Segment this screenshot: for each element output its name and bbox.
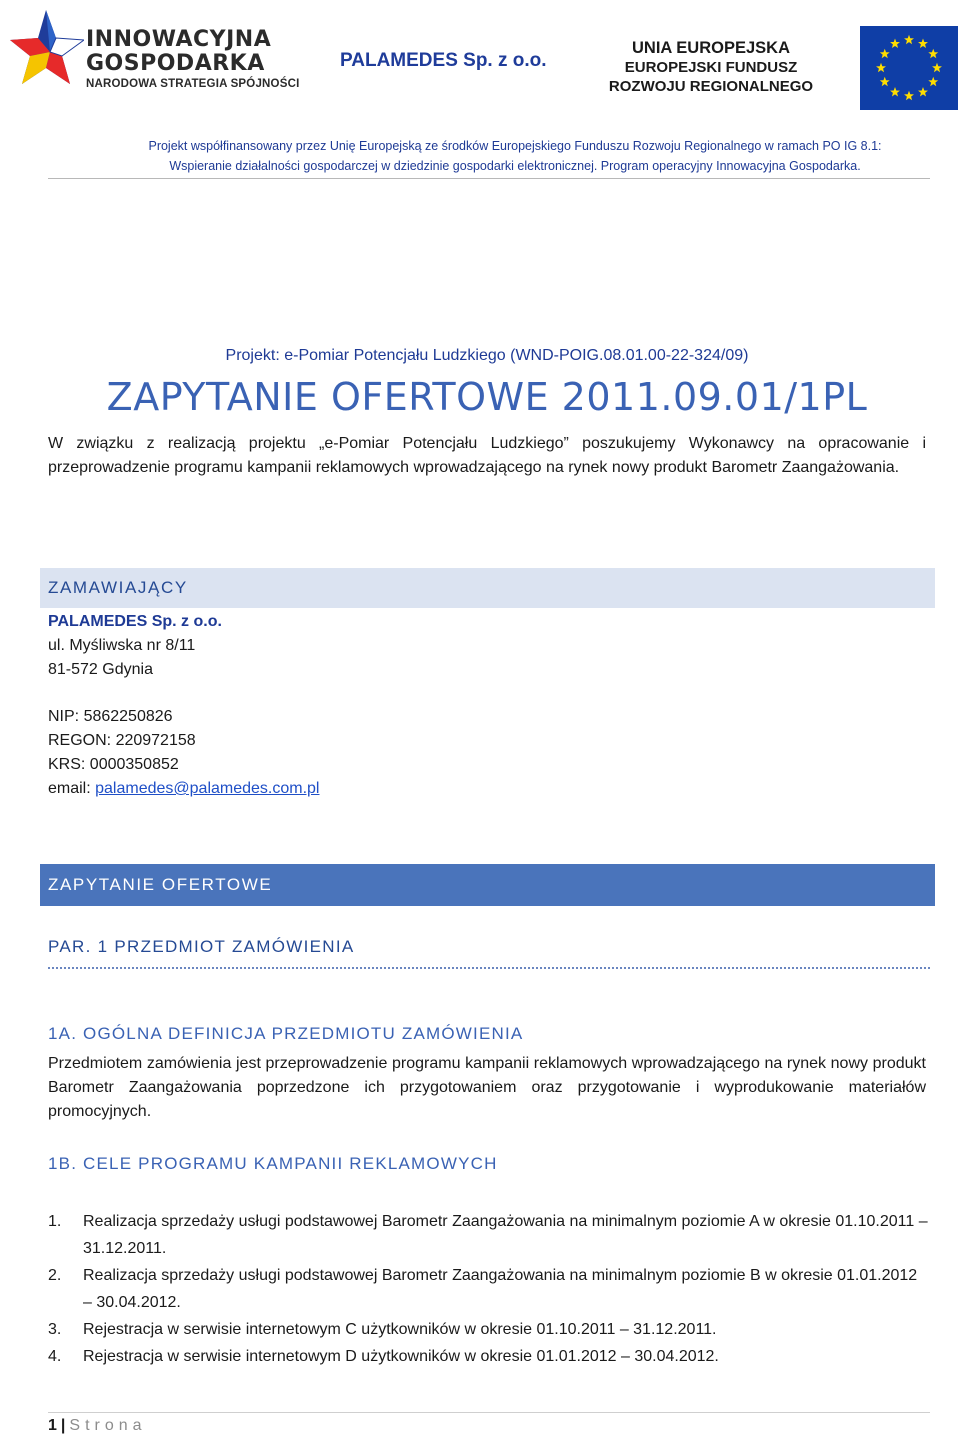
eu-star-icon [904, 91, 914, 100]
page-word: Strona [69, 1417, 147, 1434]
list-item [48, 1262, 928, 1316]
page-footer [48, 1417, 147, 1435]
par1-heading: PAR. 1 PRZEDMIOT ZAMÓWIENIA [48, 937, 355, 956]
orderer-street: ul. Myśliwska nr 8/11 [48, 637, 196, 654]
eu-star-icon [928, 77, 938, 86]
eu-star-icon [880, 77, 890, 86]
header-company-name: PALAMEDES Sp. z o.o. [340, 50, 547, 71]
eu-star-icon [904, 35, 914, 44]
orderer-krs: KRS: 0000350852 [48, 756, 179, 773]
list-item [48, 1343, 928, 1370]
logo-line1: INNOWACYJNA [86, 27, 272, 52]
orderer-name: PALAMEDES Sp. z o.o. [48, 613, 222, 630]
orderer-email-row [48, 777, 319, 801]
eu-star-icon [918, 87, 928, 96]
list-item-number: 4. [48, 1348, 62, 1365]
eu-star-icon [928, 49, 938, 58]
page-number: 1 [48, 1417, 57, 1434]
list-item-text: Rejestracja w serwisie internetowym D użytkowników w okresie 01.01.2012 – 30.04.2012. [83, 1348, 719, 1365]
cofinancing-line2: Wspieranie działalności gospodarczej w dziedzinie gospodarki elektronicznej. Program operacyjny Innowacyjna Gospodarka. [169, 159, 861, 173]
list-item [48, 1208, 928, 1262]
eu-star-icon [932, 63, 942, 72]
list-item-text: Realizacja sprzedaży usługi podstawowej Barometr Zaangażowania na minimalnym poziomie A w okresie 01.10.2011 – 31.12.2011. [83, 1213, 928, 1257]
sec1a-paragraph: Przedmiotem zamówienia jest przeprowadzenie programu kampanii reklamowych wprowadzającego na rynek nowy produkt Barometr Zaangażowania poprzedzone ich przygotowaniem oraz przygotowanie i wyprodukowanie materiałów promocyjnych. [48, 1055, 926, 1120]
orderer-section-header [40, 568, 935, 608]
sec1a-heading: 1A. OGÓLNA DEFINICJA PRZEDMIOTU ZAMÓWIENIA [48, 1024, 524, 1043]
eu-line3: ROZWOJU REGIONALNEGO [608, 78, 814, 95]
list-item-text: Rejestracja w serwisie internetowym C użytkowników w okresie 01.10.2011 – 31.12.2011. [83, 1321, 717, 1338]
list-item-text: Realizacja sprzedaży usługi podstawowej Barometr Zaangażowania na minimalnym poziomie B w okresie 01.01.2012 – 30.04.2012. [83, 1267, 918, 1311]
flag-star-icon [10, 6, 84, 98]
footer-divider [48, 1412, 930, 1413]
footer-separator: | [60, 1417, 66, 1434]
page-header [0, 0, 960, 173]
inquiry-heading: ZAPYTANIE OFERTOWE [48, 875, 273, 894]
goals-list [48, 1208, 928, 1370]
list-item-number: 3. [48, 1321, 62, 1338]
list-item-number: 2. [48, 1267, 62, 1284]
orderer-city: 81-572 Gdynia [48, 661, 153, 678]
eu-star-icon [880, 49, 890, 58]
inquiry-section-header [40, 864, 935, 906]
eu-flag-icon [860, 26, 958, 110]
email-label: email: [48, 780, 96, 797]
page-title: ZAPYTANIE OFERTOWE 2011.09.01/1PL [106, 375, 868, 419]
innowacyjna-gospodarka-logo [10, 6, 300, 98]
project-line: Projekt: e-Pomiar Potencjału Ludzkiego (WND-POIG.08.01.00-22-324/09) [225, 347, 749, 364]
logo-line2: GOSPODARKA [86, 51, 265, 76]
eu-line2: EUROPEJSKI FUNDUSZ [624, 59, 798, 76]
email-link[interactable]: palamedes@palamedes.com.pl [95, 780, 320, 797]
orderer-nip: NIP: 5862250826 [48, 708, 173, 725]
cofinancing-line1: Projekt współfinansowany przez Unię Europejską ze środków Europejskiego Funduszu Rozwoju Regionalnego w ramach PO IG 8.1: [148, 139, 882, 153]
orderer-heading: ZAMAWIAJĄCY [48, 578, 188, 597]
eu-star-icon [918, 39, 928, 48]
list-item [48, 1316, 928, 1343]
list-item-number: 1. [48, 1213, 62, 1230]
eu-line1: UNIA EUROPEJSKA [632, 39, 790, 57]
intro-paragraph: W związku z realizacją projektu „e-Pomiar Potencjału Ludzkiego” poszukujemy Wykonawcy na opracowanie i przeprowadzenie programu kampanii reklamowych wprowadzającego na rynek nowy produkt Barometr Zaangażowania. [48, 435, 926, 476]
sec1b-heading: 1B. CELE PROGRAMU KAMPANII REKLAMOWYCH [48, 1154, 498, 1173]
eu-fund-logo-text [604, 38, 818, 96]
eu-star-icon [876, 63, 886, 72]
par1-divider [48, 967, 930, 969]
orderer-regon: REGON: 220972158 [48, 732, 196, 749]
logo-line3: NARODOWA STRATEGIA SPÓJNOŚCI [86, 78, 300, 90]
cofinancing-note [70, 136, 960, 176]
eu-star-icon [890, 87, 900, 96]
header-divider [48, 178, 930, 179]
eu-star-icon [890, 39, 900, 48]
